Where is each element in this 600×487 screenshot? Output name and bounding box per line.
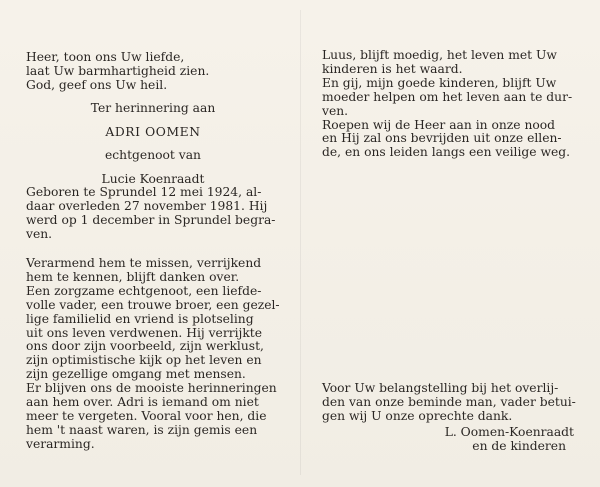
message-line: en Hij zal ons bevrijden uit onze ellen- bbox=[322, 131, 562, 146]
spouse-name: Lucie Koenraadt bbox=[101, 171, 205, 186]
thanks-line: den van onze beminde man, vader betui- bbox=[322, 394, 576, 409]
tribute-line: Verarmend hem te missen, verrijkend bbox=[26, 256, 262, 270]
message-line: Luus, blijft moedig, het leven met Uw bbox=[322, 48, 557, 62]
biography-line: daar overleden 27 november 1981. Hij bbox=[26, 198, 268, 213]
tribute-text bbox=[26, 257, 280, 452]
family-message bbox=[322, 49, 572, 160]
tribute-line: hem te kennen, blijft danken over. bbox=[26, 269, 240, 284]
prayer-line: laat Uw barmhartigheid zien. bbox=[26, 64, 210, 79]
prayer-line: God, geef ons Uw heil. bbox=[26, 78, 168, 93]
memory-intro: Ter herinnering aan bbox=[90, 101, 216, 115]
signature-family: en de kinderen bbox=[472, 438, 566, 453]
tribute-line: meer te vergeten. Vooral voor hen, die bbox=[26, 408, 267, 423]
tribute-line: Er blijven ons de mooiste herinneringen bbox=[26, 381, 277, 396]
biography bbox=[26, 186, 275, 242]
relation-label: echtgenoot van bbox=[105, 148, 201, 163]
message-line: En gij, mijn goede kinderen, blijft Uw bbox=[322, 75, 557, 90]
tribute-line: ons door zijn voorbeeld, zijn werklust, bbox=[26, 339, 264, 354]
prayer-line: Heer, toon ons Uw liefde, bbox=[26, 50, 185, 64]
message-line: moeder helpen om het leven aan te dur- bbox=[322, 89, 573, 104]
tribute-line: volle vader, een trouwe broer, een gezel- bbox=[26, 297, 280, 312]
tribute-line: verarming. bbox=[26, 436, 95, 451]
message-line: ven. bbox=[322, 103, 349, 118]
thanks-note bbox=[322, 382, 576, 424]
tribute-line: uit ons leven verdwenen. Hij verrijkte bbox=[26, 325, 262, 340]
thanks-line: Voor Uw belangstelling bij het overlij- bbox=[322, 381, 559, 395]
message-line: kinderen is het waard. bbox=[322, 61, 463, 76]
card-fold-line bbox=[300, 10, 301, 475]
tribute-line: zijn gezellige omgang met mensen. bbox=[26, 367, 246, 382]
tribute-line: aan hem over. Adri is iemand om niet bbox=[26, 395, 259, 410]
tribute-line: hem 't naast waren, is zijn gemis een bbox=[26, 422, 258, 437]
message-line: Roepen wij de Heer aan in onze nood bbox=[322, 117, 556, 132]
opening-prayer bbox=[26, 50, 209, 93]
memorial-heading bbox=[60, 101, 246, 186]
biography-line: werd op 1 december in Sprundel begra- bbox=[26, 212, 276, 227]
tribute-line: zijn optimistische kijk op het leven en bbox=[26, 353, 262, 368]
biography-line: ven. bbox=[26, 226, 53, 241]
deceased-name: ADRI OOMEN bbox=[105, 124, 201, 139]
message-line: de, en ons leiden langs een veilige weg. bbox=[322, 145, 571, 160]
biography-line: Geboren te Sprundel 12 mei 1924, al- bbox=[26, 185, 262, 199]
tribute-line: lige familielid en vriend is plotseling bbox=[26, 311, 254, 326]
signature-name: L. Oomen-Koenraadt bbox=[444, 425, 574, 439]
thanks-line: gen wij U onze oprechte dank. bbox=[322, 408, 513, 423]
signature bbox=[322, 426, 574, 454]
tribute-line: Een zorgzame echtgenoot, een liefde- bbox=[26, 283, 262, 298]
